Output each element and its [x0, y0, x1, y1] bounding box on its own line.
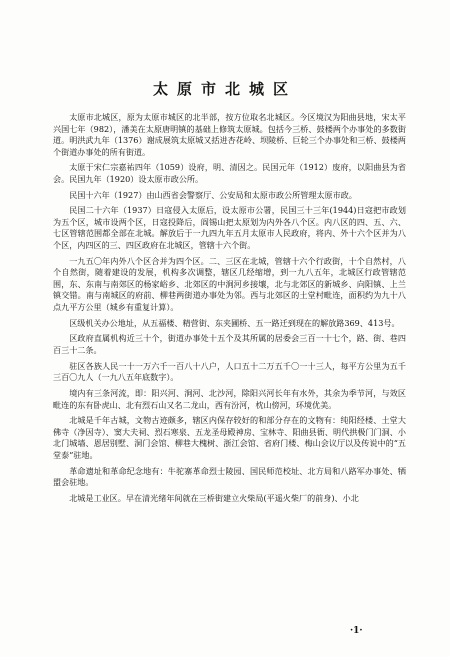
paragraph: 民国十六年（1927）由山西省会警察厅、公安局和太原市政公所管理太原市政。 — [69, 189, 357, 200]
paragraph: 革命遗址和革命纪念地有：牛驼寨革命烈士陵园、国民师范校址、北方局和八路军办事处、牺盟会驻地。 — [53, 465, 406, 488]
page-title: 太原市北城区 — [152, 80, 297, 98]
page-number: ·1· — [350, 626, 363, 636]
paragraph: 北城是工业区。早在清光绪年间就在三桥街建立火柴局(平遥火柴厂的前身)、小北 — [69, 492, 359, 503]
paragraph: 驻区各族人民一十一万六千一百八十八户，人口五十二万五千〇一十三人，每平方公里为五千三百〇九人（一九八五年底数字）。 — [53, 360, 406, 383]
paragraph: 民国二十六年（1937）日寇侵入太原后，设太原市公署，民国三十三年(1944)日寇把市政划为五个区，城市设两个区，日寇投降后，阎锡山把太原划为内外各八个区。内八区的四、五、六、七区管辖范围都全部在北城。解放后于一九四九年五月太原市人民政府，将内、外十六个区并为八个区，内四区的三、四区政府在北城区，管辖十六个街。 — [53, 205, 406, 251]
paragraph: 境内有三条河流，即：阳兴河、涧河、北沙河，除阳兴河长年有水外，其余为季节河，与效区毗连的东有卧虎山、北有烈石山又名二龙山，西有汾河，枕山傍河，环境优美。 — [53, 387, 406, 410]
paragraph: 区级机关办公地址，从五福楼、精营街、东夹圃桥、五一路迁到现在的解放路369、413号。 — [69, 317, 400, 328]
paragraph: 一九五〇年内外八个区合并为四个区。二、三区在北城，管辖十六个行政街，十个自然村，八个自然街，随着建设的发展，机构多次调整，辖区几经缩增，到一九八五年，北城区行政管辖范围，东、东南与南郊区的杨家峪乡、北郊区的中涧河乡接壤，北与北郊区的新城乡、向阳镇、上兰镇交错。南与南城区的府前、柳巷两街道办事处为邻。西与北郊区的土堂村毗连，面积约为九十八点九平方公里（城乡有重复计算）。 — [53, 255, 406, 312]
paragraph: 太原于宋仁宗嘉祐四年（1059）设府，明、清因之。民国元年（1912）废府，以阳曲县为省会。民国九年（1920）设太原市政公所。 — [53, 162, 406, 184]
paragraph: 太原市北城区，原为太原市城区的北半部，按方位取名北城区。今区境汉为阳曲县地，宋太平兴国七年（982），潘美在太原唐明镇的基础上修筑太原城。包括今三桥、鼓楼两个办事处的多数街道。明洪武九年（1376）谢成展筑太原城又括进杏花岭、坝陵桥、巨轮三个办事处和三桥、鼓楼两个街道办事处的所有街道。 — [53, 112, 406, 157]
paragraph: 北城是千年古城，文物古迹颇多，辖区内保存较好的和部分存在的文物有：纯阳经楼、土堂大佛寺（净因寺）、窦大夫祠、烈石寒泉、五龙圣母殿神房、宝林寺、阳曲县衙、明代拱极门门洞、小北门城墙、恩居别墅、洞门会馆、柳巷大槐树、浙江会馆、省府门楼、梅山会议厅以及传说中的“五堂泰”驻地。 — [53, 415, 406, 460]
document-body — [53, 112, 406, 509]
paragraph: 区政府直属机构近三十个，街道办事处十五个及其所属的居委会三百一十七个，路、街、巷四百三十二条。 — [53, 333, 406, 355]
